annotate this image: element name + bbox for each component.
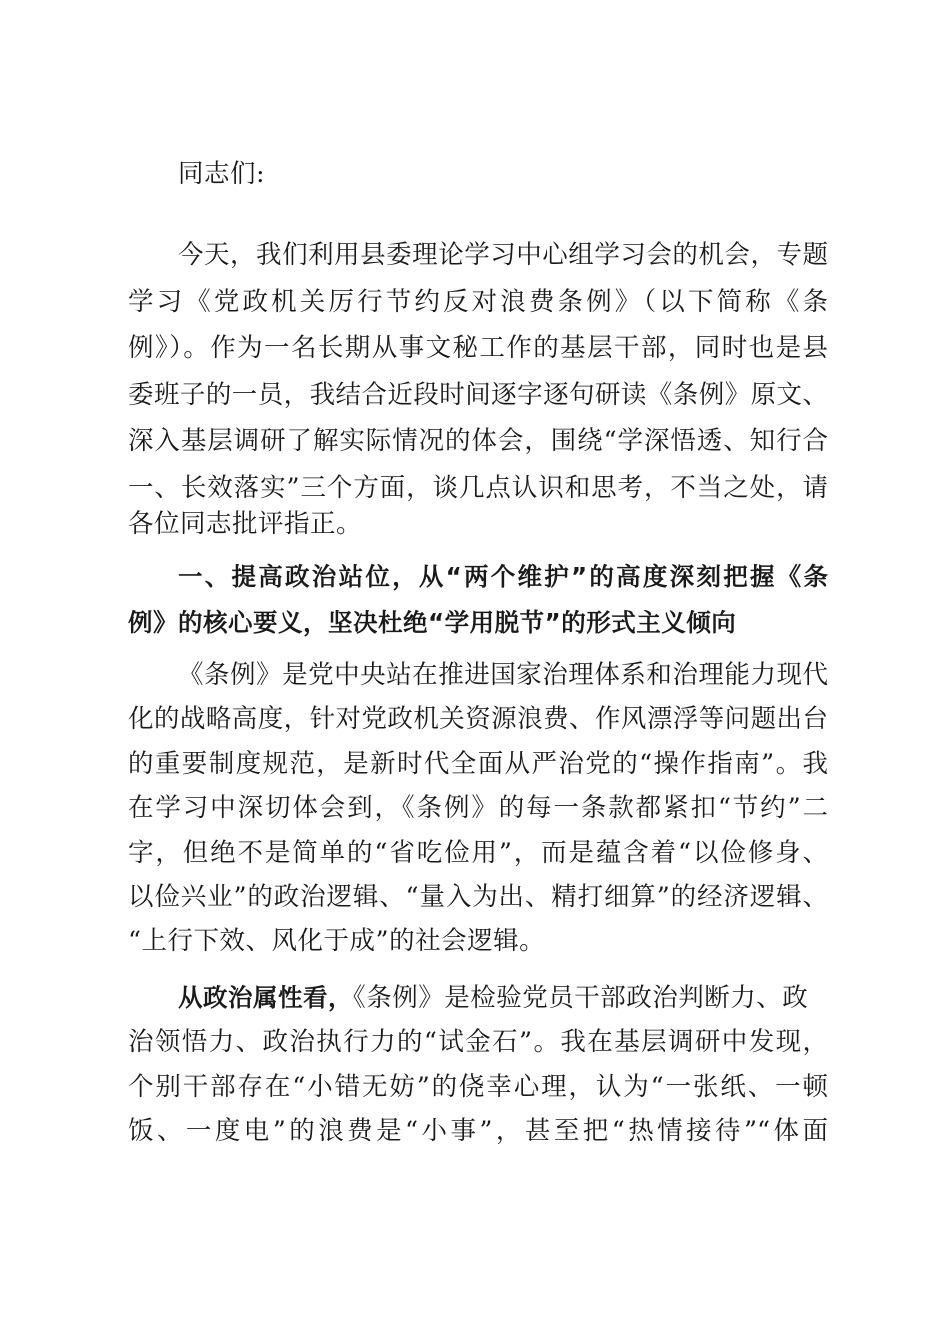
- salutation: 同志们:: [178, 159, 266, 189]
- body-line: 治领悟力、政治执行力的“试金石”。我在基层调研中发现，: [128, 1027, 828, 1057]
- intro-line: 今天，我们利用县委理论学习中心组学习会的机会，专题: [178, 240, 828, 270]
- body-line: 《条例》是党中央站在推进国家治理体系和治理能力现代: [178, 660, 828, 690]
- intro-line: 深入基层调研了解实际情况的体会，围绕“学深悟透、知行合: [128, 426, 828, 456]
- intro-line: 各位同志批评指正。: [128, 509, 363, 539]
- body-line: 在学习中深切体会到，《条例》的每一条款都紧扣“节约”二: [128, 793, 828, 823]
- body-line: “上行下效、风化于成”的社会逻辑。: [128, 926, 546, 956]
- section-heading-line: 一、提高政治站位，从“两个维护”的高度深刻把握《条: [178, 562, 828, 591]
- body-line: 以俭兴业”的政治逻辑、“量入为出、精打细算”的经济逻辑、: [128, 882, 828, 912]
- intro-line: 委班子的一员，我结合近段时间逐字逐句研读《条例》原文、: [128, 380, 828, 410]
- body-line: 字，但绝不是简单的“省吃俭用”，而是蕴含着“以俭修身、: [128, 838, 828, 868]
- political-para-first-line: [178, 976, 808, 1020]
- political-para-lead: 从政治属性看，: [178, 983, 353, 1012]
- body-line: 饭、一度电”的浪费是“小事”，甚至把“热情接待”“体面: [128, 1116, 828, 1146]
- section-heading-line: 例》的核心要义，坚决杜绝“学用脱节”的形式主义倾向: [128, 608, 737, 637]
- intro-line: 例》）。作为一名长期从事文秘工作的基层干部，同时也是县: [128, 333, 828, 363]
- intro-line: 一、长效落实”三个方面，谈几点认识和思考，不当之处，请: [128, 473, 828, 503]
- intro-line: 学习《党政机关厉行节约反对浪费条例》（以下简称《条: [128, 287, 828, 317]
- political-para-first-rest: 《条例》是检验党员干部政治判断力、政: [353, 983, 809, 1013]
- body-line: 个别干部存在“小错无妨”的侥幸心理，认为“一张纸、一顿: [128, 1072, 828, 1102]
- body-line: 化的战略高度，针对党政机关资源浪费、作风漂浮等问题出台: [128, 704, 828, 734]
- body-line: 的重要制度规范，是新时代全面从严治党的“操作指南”。我: [128, 749, 828, 779]
